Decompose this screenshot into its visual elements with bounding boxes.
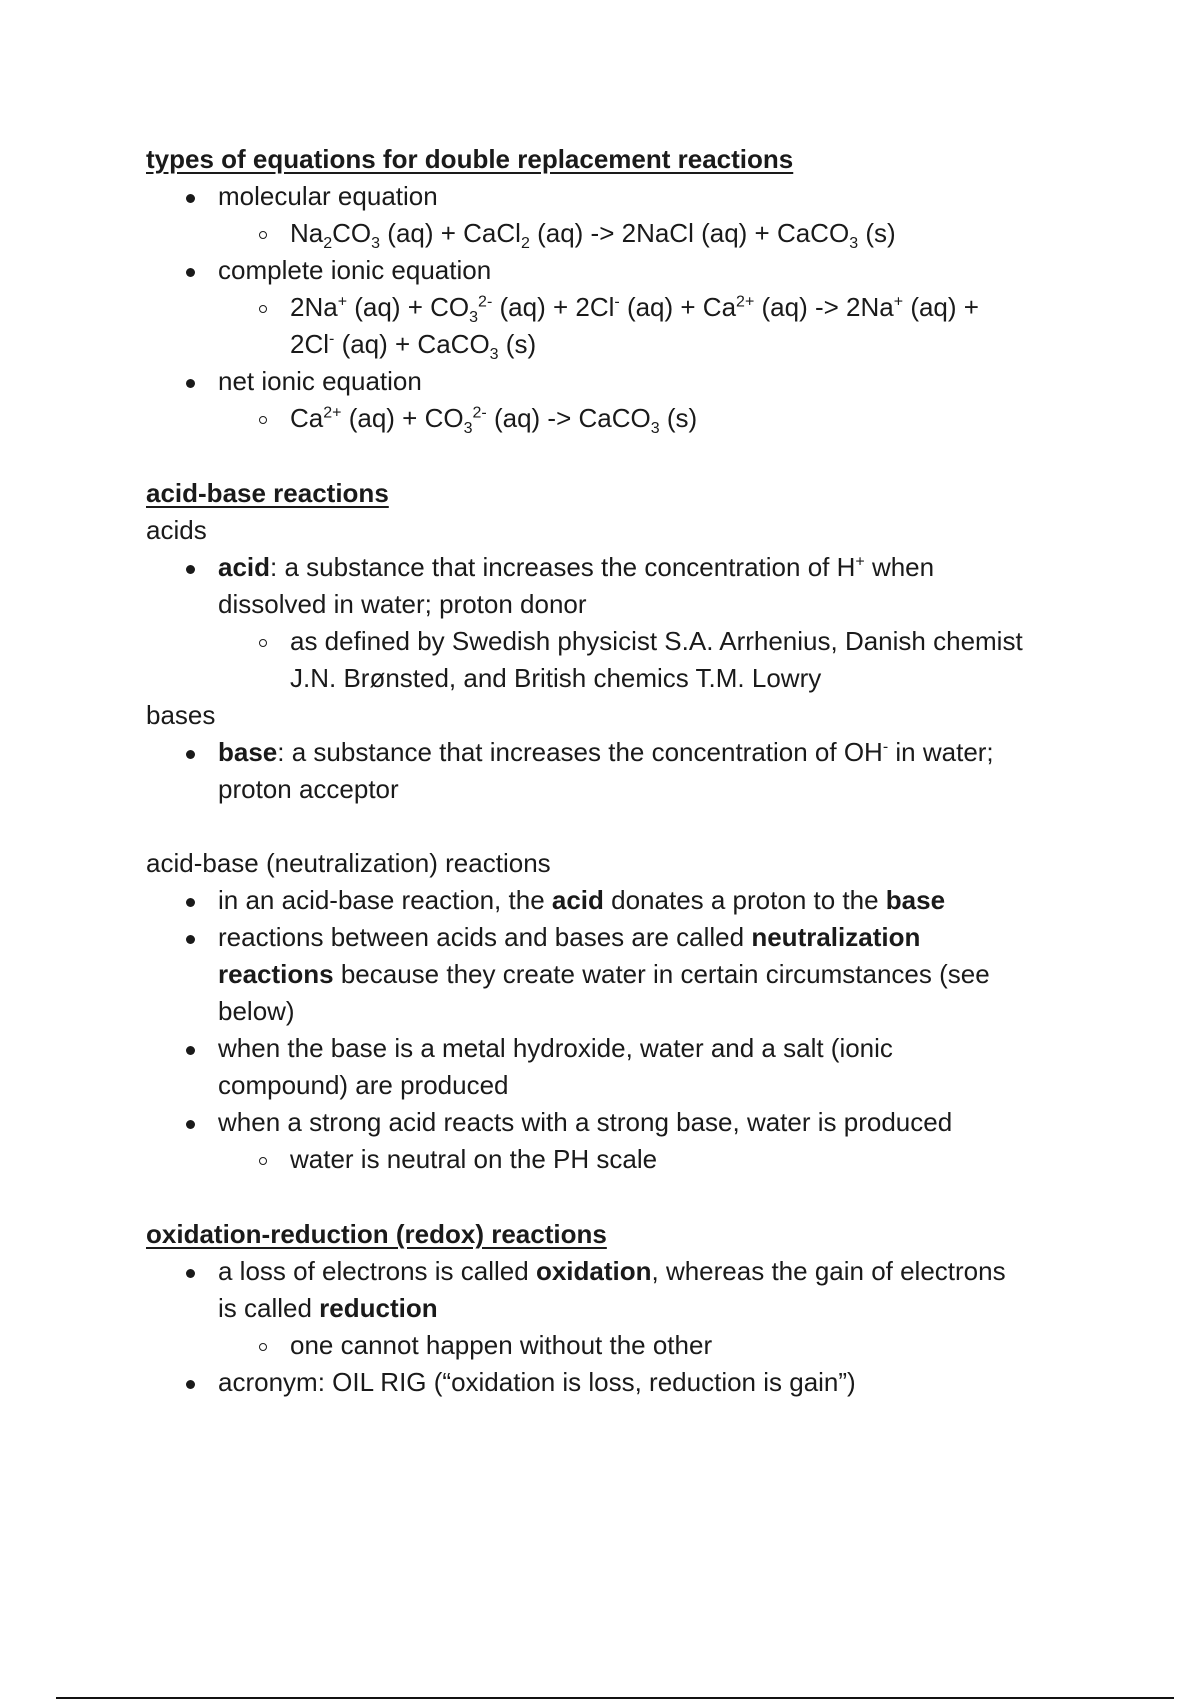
bullet-icon [186,1120,195,1129]
bullet-icon [186,750,195,759]
bullet-icon [186,935,195,944]
list-item: net ionic equation [146,363,1106,400]
list-item: reactions between acids and bases are called neutralization reactions because they create water in certain circumstances (see below) [146,919,1106,1030]
bullet-icon [186,898,195,907]
bullet-icon [186,1046,195,1055]
list-item: complete ionic equation [146,252,1106,289]
net-ionic-equation: $Ca^{2+}$ $(aq) + CO_3^{2-}$ (aq) -> CaCO$_3$ (s) [146,400,1106,437]
bullet-icon [186,565,195,574]
list-item: water is neutral on the PH scale [146,1141,1106,1178]
acids-label: acids [146,515,207,545]
neutralization-title: acid-base (neutralization) reactions [146,848,551,878]
acid-definition: acid: a substance that increases the concentration of H+ when dissolved in water; proton donor [146,549,1106,623]
page-bottom-divider [56,1697,1174,1699]
document-page [146,140,1106,1401]
bullet-icon [186,1269,195,1278]
list-item: acronym: OIL RIG (“oxidation is loss, reduction is gain”) [146,1364,1106,1401]
bases-label: bases [146,700,216,730]
bullet-icon [186,194,195,203]
circle-bullet-icon [259,1343,267,1351]
list-item: one cannot happen without the other [146,1327,1106,1364]
circle-bullet-icon [259,639,267,647]
bullet-icon [186,268,195,277]
base-definition: base: a substance that increases the concentration of OH- in water; proton acceptor [146,734,1106,808]
list-item: when a strong acid reacts with a strong base, water is produced [146,1104,1106,1141]
list-item: as defined by Swedish physicist S.A. Arrhenius, Danish chemist J.N. Brønsted, and British chemics T.M. Lowry [146,623,1106,697]
list-item: when the base is a metal hydroxide, water and a salt (ionic compound) are produced [146,1030,1106,1104]
bullet-icon [186,1380,195,1389]
complete-ionic-equation: 2Na+ $(aq) + CO_3^{2-}$ (aq) + 2Cl- $(aq) + Ca^{2+}$ (aq) -> 2Na+ (aq) + 2Cl- (aq) + CaCO$_3$ (s) [146,289,1106,363]
list-item: a loss of electrons is called oxidation, whereas the gain of electrons is called reduction [146,1253,1106,1327]
list-item: molecular equation [146,178,1106,215]
heading-double-replacement: types of equations for double replacement reactions [146,144,794,174]
circle-bullet-icon [259,416,267,424]
molecular-equation: $Na_2CO_3$ (aq) + CaCl$_2$ (aq) -> 2NaCl (aq) + CaCO$_3$ (s) [146,215,1106,252]
heading-redox: oxidation-reduction (redox) reactions [146,1219,607,1249]
circle-bullet-icon [259,305,267,313]
heading-acid-base: acid-base reactions [146,478,389,508]
list-item: in an acid-base reaction, the acid donates a proton to the base [146,882,1106,919]
circle-bullet-icon [259,231,267,239]
circle-bullet-icon [259,1157,267,1165]
bullet-icon [186,379,195,388]
